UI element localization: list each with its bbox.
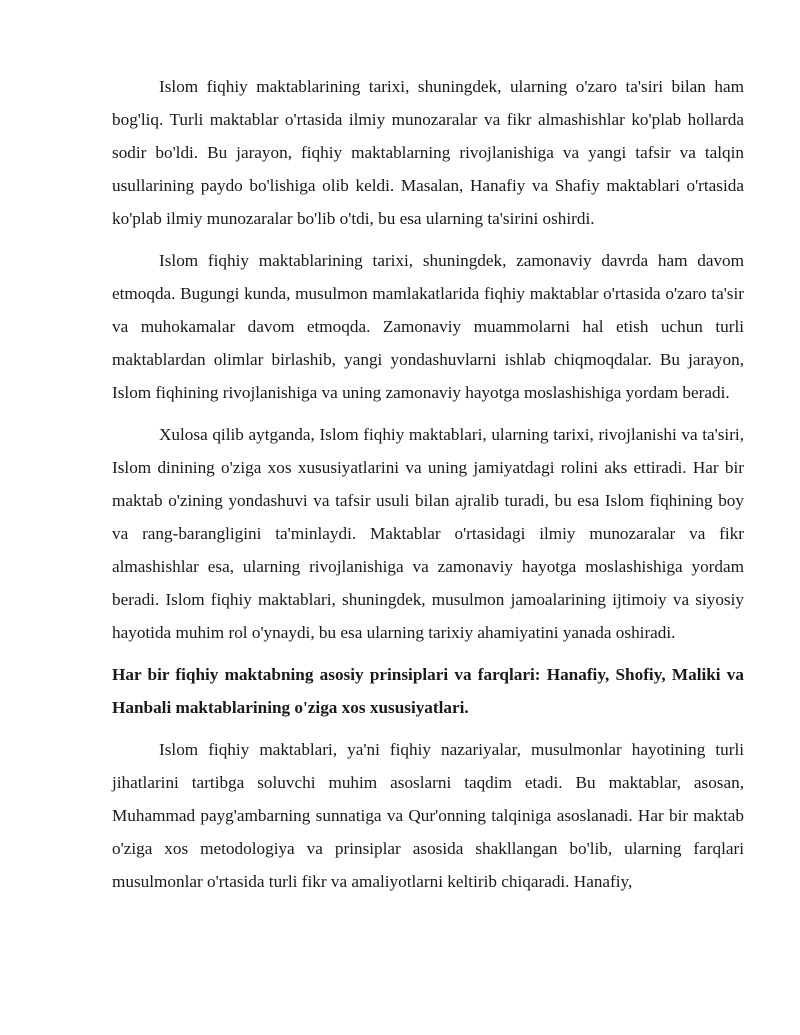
section-heading: Har bir fiqhiy maktabning asosiy prinsiplari va farqlari: Hanafiy, Shofiy, Maliki va Hanbali maktablarining o'ziga xos xususiyatlari. [112, 665, 744, 717]
paragraph-schools-interaction: Islom fiqhiy maktablarining tarixi, shuningdek, ularning o'zaro ta'siri bilan ham bog'liq. Turli maktablar o'rtasida ilmiy munozaralar va fikr almashishlar ko'plab hollarda sodir bo'ldi. Bu jarayon, fiqhiy maktablarning rivojlanishiga va yangi tafsir va talqin usullarining paydo bo'lishiga olib keldi. Masalan, Hanafiy va Shafiy maktablari o'rtasida ko'plab ilmiy munozaralar bo'lib o'tdi, bu esa ularning ta'sirini oshirdi. [112, 77, 744, 228]
document-body [112, 70, 744, 907]
paragraph-principles-intro: Islom fiqhiy maktablari, ya'ni fiqhiy nazariyalar, musulmonlar hayotining turli jihatlarini tartibga soluvchi muhim asoslarni taqdim etadi. Bu maktablar, asosan, Muhammad payg'ambarning sunnatiga va Qur'onning talqiniga asoslanadi. Har bir maktab o'ziga xos metodologiya va prinsiplar asosida shakllangan bo'lib, ularning farqlari musulmonlar o'rtasida turli fikr va amaliyotlarni keltirib chiqaradi. Hanafiy, [112, 740, 744, 891]
paragraph-conclusion: Xulosa qilib aytganda, Islom fiqhiy maktablari, ularning tarixi, rivojlanishi va ta'siri, Islom dinining o'ziga xos xususiyatlarini va uning jamiyatdagi rolini aks ettiradi. Har bir maktab o'zining yondashuvi va tafsir usuli bilan ajralib turadi, bu esa Islom fiqhining boy va rang-barangligini ta'minlaydi. Maktablar o'rtasidagi ilmiy munozaralar va fikr almashishlar esa, ularning rivojlanishiga va zamonaviy hayotga moslashishiga yordam beradi. Islom fiqhiy maktablari, shuningdek, musulmon jamoalarining ijtimoiy va siyosiy hayotida muhim rol o'ynaydi, bu esa ularning tarixiy ahamiyatini yanada oshiradi. [112, 425, 744, 642]
paragraph-modern-era: Islom fiqhiy maktablarining tarixi, shuningdek, zamonaviy davrda ham davom etmoqda. Bugungi kunda, musulmon mamlakatlarida fiqhiy maktablar o'rtasida o'zaro ta'sir va muhokamalar davom etmoqda. Zamonaviy muammolarni hal etish uchun turli maktablardan olimlar birlashib, yangi yondashuvlarni ishlab chiqmoqdalar. Bu jarayon, Islom fiqhining rivojlanishiga va uning zamonaviy hayotga moslashishiga yordam beradi. [112, 251, 744, 402]
